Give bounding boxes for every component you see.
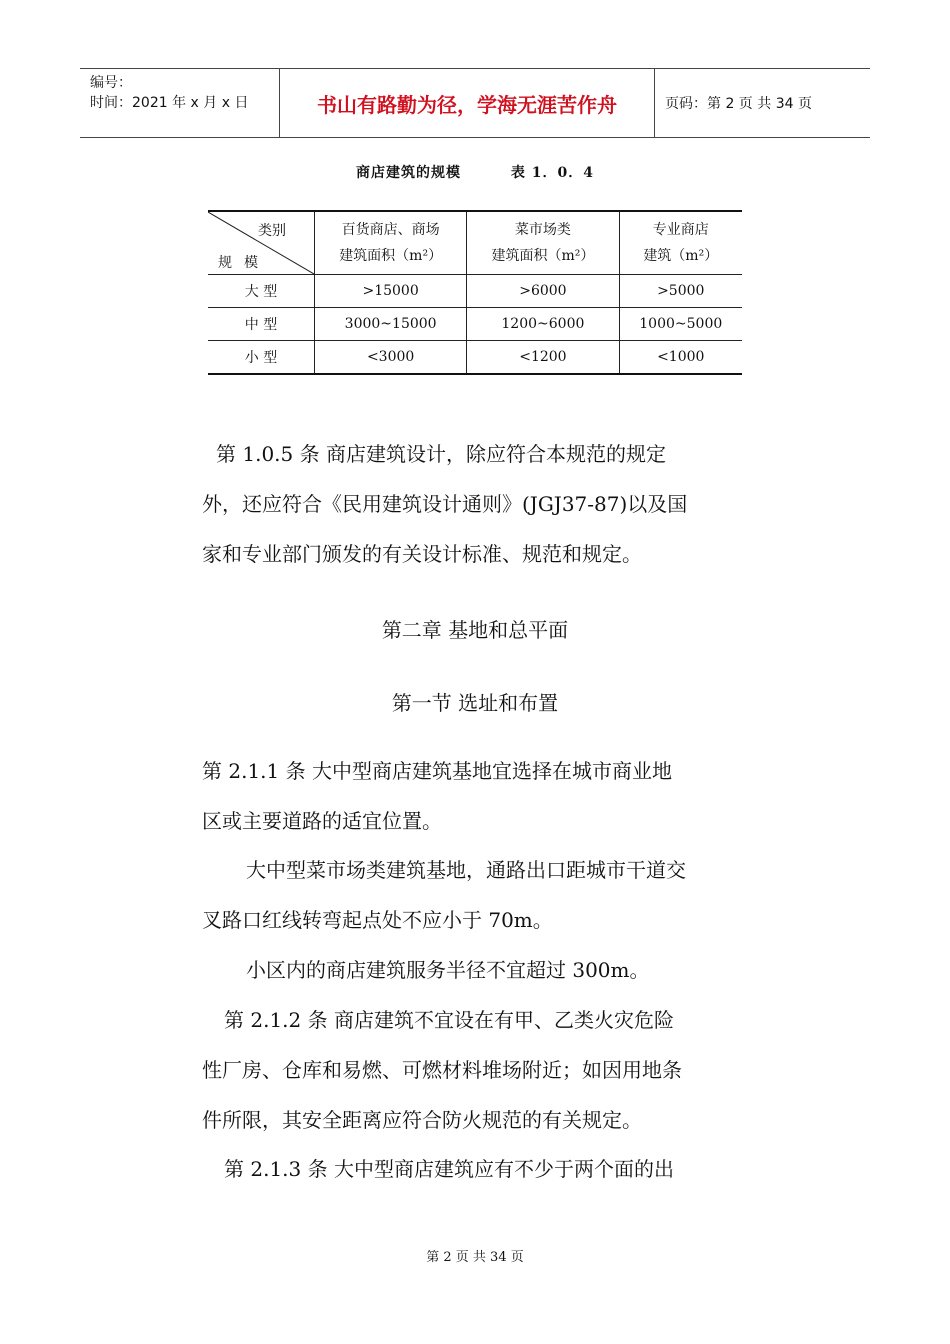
page-footer: 第 2 页 共 34 页	[426, 1250, 524, 1265]
column-header: 百货商店、商场 建筑面积（m²）	[315, 211, 467, 275]
time-label: 时间：2021 年 x 月 x 日	[90, 95, 249, 111]
table-cell: 1200~6000	[467, 308, 619, 341]
table-row	[208, 275, 742, 308]
table-caption	[0, 162, 950, 182]
page-header	[80, 68, 870, 138]
scale-table	[208, 210, 742, 375]
table-row	[208, 341, 742, 375]
chapter-heading: 第二章 基地和总平面	[381, 618, 569, 642]
corner-bottom-label: 规模	[218, 255, 270, 271]
table-title: 商店建筑的规模	[356, 165, 461, 181]
row-label: 小 型	[208, 341, 315, 375]
table-cell: >15000	[315, 275, 467, 308]
corner-cell	[208, 211, 315, 275]
row-label: 大 型	[208, 275, 315, 308]
paragraph-2-1-3: 第 2.1.3 条 大中型商店建筑应有不少于两个面的出	[224, 1157, 674, 1181]
header-meta	[80, 69, 280, 137]
section-heading: 第一节 选址和布置	[391, 691, 559, 715]
table-cell: <1000	[619, 341, 742, 375]
table-number: 表 1．0．4	[510, 165, 594, 181]
header-page-info: 页码：第 2 页 共 34 页	[665, 96, 812, 112]
table-cell: 3000~15000	[315, 308, 467, 341]
table-cell: >6000	[467, 275, 619, 308]
table-cell: >5000	[619, 275, 742, 308]
corner-top-label: 类别	[258, 223, 286, 239]
table-row	[208, 308, 742, 341]
column-header: 专业商店 建筑（m²）	[619, 211, 742, 275]
table-cell: <1200	[467, 341, 619, 375]
header-motto: 书山有路勤为径，学海无涯苦作舟	[280, 69, 655, 137]
table-cell: <3000	[315, 341, 467, 375]
column-header: 菜市场类 建筑面积（m²）	[467, 211, 619, 275]
paragraph-2-1-2: 第 2.1.2 条 商店建筑不宜设在有甲、乙类火灾危险 性厂房、仓库和易燃、可燃材料堆场附近；如因用地条 件所限，其安全距离应符合防火规范的有关规定。	[202, 1008, 682, 1132]
row-label: 中 型	[208, 308, 315, 341]
table-cell: 1000~5000	[619, 308, 742, 341]
paragraph-2-1-1: 第 2.1.1 条 大中型商店建筑基地宜选择在城市商业地 区或主要道路的适宜位置。	[202, 759, 672, 833]
paragraph-vegetable-market: 大中型菜市场类建筑基地，通路出口距城市干道交 叉路口红线转弯起点处不应小于 70m。	[202, 858, 686, 932]
number-label: 编号：	[90, 75, 132, 91]
table-header-row	[208, 211, 742, 275]
paragraph-1-0-5: 第 1.0.5 条 商店建筑设计，除应符合本规范的规定 外，还应符合《民用建筑设计通则》(JGJ37-87)以及国 家和专业部门颁发的有关设计标准、规范和规定。	[202, 442, 688, 566]
paragraph-service-radius: 小区内的商店建筑服务半径不宜超过 300m。	[246, 958, 650, 982]
